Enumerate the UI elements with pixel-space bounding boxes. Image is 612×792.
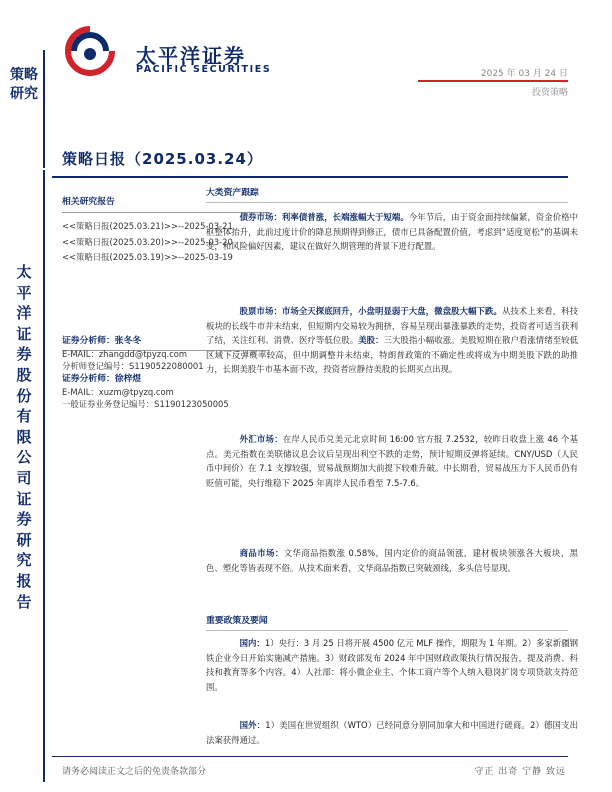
domestic-text: 1）央行：3 月 25 日将开展 4500 亿元 MLF 操作，期限为 1 年期。2）多家新疆钢铁企业今日开始实施减产措施。3）财政部发布 2024 年中国财政政策执行情况报告，提及消费、科技和教育等多个内容。4）人社部：将小微企业主、个体工商户等个人纳入稳岗扩岗专项贷款支持范围。: [206, 638, 579, 692]
section-heading: 大类资产跟踪: [206, 188, 259, 198]
us-stock-title: 美股：: [358, 335, 384, 346]
bond-text: 今年节后，由于资金面持续偏紧，资金价格中枢整体抬升，此前过度计价的降息预期得到修正，债市已具备配置价值，考虑到“适度宽松”的基调未变，和风险偏好因素，建议在做好久期管理的背景下进行配置。: [206, 212, 579, 252]
section-heading: 重要政策及要闻: [206, 616, 268, 626]
analyst-name: 张冬冬: [114, 336, 142, 346]
side-divider-top: [43, 50, 45, 168]
analyst-name: 徐梓煜: [114, 374, 142, 384]
commodity-market-paragraph: [206, 546, 578, 575]
bond-market-paragraph: [206, 210, 578, 254]
us-stock-text: 三大股指小幅收涨。美股短期在散户看涨情绪至较低区域下反弹概率较高，但中期调整并未结束，特朗普政策的不确定性或将成为中期美股下跌的助推力，长期美股牛市基本面不改，投资者应静待美股的长期买点出现。: [206, 335, 579, 375]
stock-text: 从技术上来看，科技板块的长线牛市并未结束，但短期内交易较为拥挤，容易呈现出暴涨暴跌的走势，投资者可适当获利了结，关注红利、消费、医疗等低位股。: [206, 306, 579, 346]
section-asset-tracking: [206, 186, 578, 201]
fx-market-paragraph: [206, 432, 578, 490]
footer-disclaimer: 请务必阅读正文之后的免责条款部分: [62, 767, 207, 777]
report-category: 投资策略: [531, 88, 568, 98]
related-report-link[interactable]: <<策略日报(2025.03.21)>>--2025-03-21: [62, 221, 233, 231]
report-date: 2025 年 03 月 24 日: [480, 69, 568, 79]
analyst-card: [62, 372, 270, 411]
section-divider: [206, 202, 568, 203]
related-report-link[interactable]: <<策略日报(2025.03.20)>>--2025-03-20: [62, 236, 233, 247]
bond-title: 债券市场：利率债普涨，长端涨幅大于短端。: [239, 212, 409, 222]
commodity-title: 商品市场：: [239, 548, 284, 558]
footer-slogan: 守正 出奇 宁静 致远: [474, 767, 566, 777]
related-reports-heading: 相关研究报告: [62, 197, 115, 207]
footer-divider: [52, 756, 568, 757]
fx-title: 外汇市场：: [239, 434, 283, 444]
company-logo: [64, 26, 116, 76]
section-divider: [206, 630, 568, 631]
analyst-cert: 分析师登记编号：S1190522080001: [62, 361, 204, 371]
title-divider: [52, 176, 568, 178]
fx-text: 在岸人民币兑美元北京时间 16:00 官方报 7.2532，较昨日收盘上涨 46 个基点。美元指数在美联储议息会议后呈现出利空不跌的走势，预计短期反弹将延续。CNY/USD（人民币中间价）在 7.1 支撑较强，贸易战预期加大前提下较难升破。中长期看，贸易战压力下人民币仍有贬值可能，央行维稳下 2025 年离岸人民币看至 7.5-7.6。: [206, 434, 579, 488]
section-policy-news: [206, 614, 578, 629]
analyst-role: 证券分析师：: [62, 336, 115, 346]
logo-company-name-en: PACIFIC SECURITIES: [136, 64, 272, 75]
page-title: 策略日报（2025.03.24）: [62, 150, 263, 168]
side-label-top: 策略研究: [10, 67, 38, 102]
stock-market-paragraph: [206, 304, 578, 377]
logo-company-name: 太平洋证券: [136, 44, 246, 68]
international-news-paragraph: [206, 718, 578, 747]
international-title: 国外：: [239, 720, 266, 730]
side-divider-bottom: [43, 170, 45, 782]
analyst-role: 证券分析师：: [62, 374, 115, 384]
international-text: 1）美国在世贸组织（WTO）已经同意分别同加拿大和中国进行磋商。2）德国支出法案获得通过。: [206, 720, 578, 745]
header-accent-rule: [418, 80, 568, 82]
analyst-email[interactable]: E-MAIL：zhangdd@tpyzq.com: [62, 348, 188, 359]
stock-title: 股票市场：市场全天探底回升，小盘明显弱于大盘，微盘股大幅下跌。: [239, 306, 502, 316]
domestic-title: 国内：: [239, 638, 265, 648]
side-label-bottom: 太平洋证券股份有限公司证券研究报告: [16, 263, 32, 611]
domestic-news-paragraph: [206, 636, 578, 694]
analyst-email[interactable]: E-MAIL：xuzm@tpyzq.com: [62, 386, 174, 397]
commodity-text: 文华商品指数涨 0.58%，国内定价的商品领涨，建材板块领涨各大板块，黑色、塑化等皆表现不俗。从技术面来看，文华商品指数已突破颈线，多头信号显现。: [206, 548, 579, 573]
analyst-cert: 一般证券业务登记编号：S1190123050005: [62, 399, 229, 409]
related-report-link[interactable]: <<策略日报(2025.03.19)>>--2025-03-19: [62, 252, 233, 262]
